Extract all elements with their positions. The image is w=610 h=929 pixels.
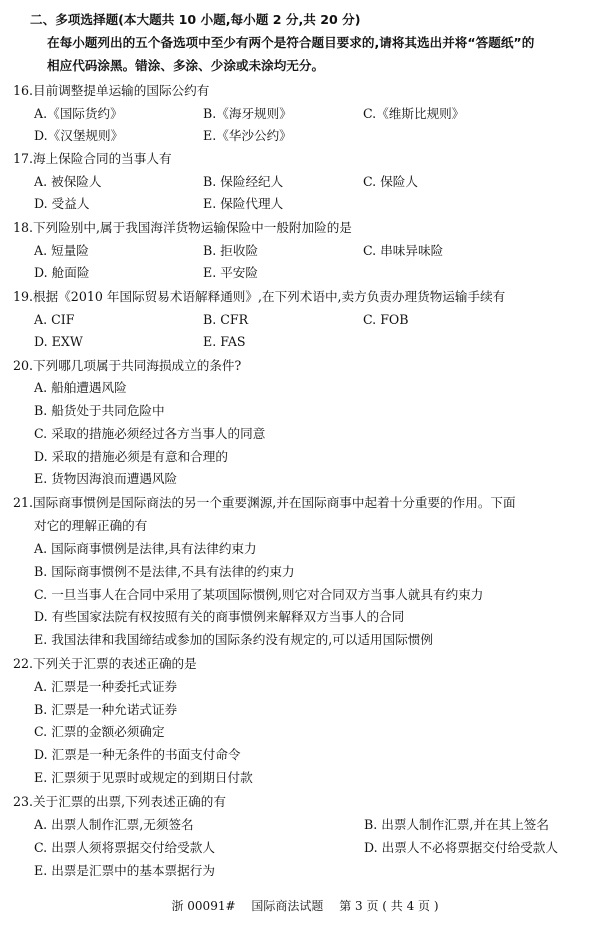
- section-instructions: 相应代码涂黑。错涂、多涂、少涂或未涂均无分。: [47, 58, 325, 73]
- option-row: [0, 172, 610, 192]
- option: A. 汇票是一种委托式证券: [34, 679, 178, 694]
- option-row: [0, 630, 610, 650]
- option: B. 国际商事惯例不是法律,不具有法律的约束力: [34, 564, 295, 579]
- option: E. 汇票须于见票时或规定的到期日付款: [34, 770, 253, 785]
- option-row: [0, 838, 610, 858]
- option-row: [0, 722, 610, 742]
- option-row: [0, 241, 610, 261]
- option-row: [0, 562, 610, 582]
- option: D. 采取的措施必须是有意和合理的: [34, 449, 228, 464]
- option: C. 汇票的金额必须确定: [34, 724, 165, 739]
- option: A.《国际货约》: [34, 106, 123, 121]
- option: C. 出票人须将票据交付给受款人: [34, 840, 215, 855]
- option-row: [0, 378, 610, 398]
- question-stem: 16.目前调整提单运输的国际公约有: [13, 83, 210, 98]
- option: B. 出票人制作汇票,并在其上签名: [364, 817, 549, 832]
- question-stem: 对它的理解正确的有: [34, 518, 148, 533]
- option-row: [0, 469, 610, 489]
- option: D. 汇票是一种无条件的书面支付命令: [34, 747, 241, 762]
- option-row: [0, 447, 610, 467]
- option-row: [0, 607, 610, 627]
- question-stem: 23.关于汇票的出票,下列表述正确的有: [13, 794, 226, 809]
- option: E. 货物因海浪而遭遇风险: [34, 471, 178, 486]
- section-instructions: 在每小题列出的五个备选项中至少有两个是符合题目要求的,请将其选出并将“答题纸”的: [47, 35, 535, 50]
- option: E. FAS: [203, 334, 246, 349]
- option: C. 一旦当事人在合同中采用了某项国际惯例,则它对合同双方当事人就具有约束力: [34, 587, 484, 602]
- option-row: [0, 424, 610, 444]
- option-row: [0, 585, 610, 605]
- question-stem: 22.下列关于汇票的表述正确的是: [13, 656, 197, 671]
- option: D. 受益人: [34, 196, 90, 211]
- option: B. 保险经纪人: [203, 174, 284, 189]
- option: E. 平安险: [203, 265, 258, 280]
- question-stem: 21.国际商事惯例是国际商法的另一个重要渊源,并在国际商事中起着十分重要的作用。下面: [13, 495, 516, 510]
- option-row: [0, 194, 610, 214]
- option-row: [0, 815, 610, 835]
- option: C. FOB: [363, 312, 409, 327]
- option: B. 汇票是一种允诺式证券: [34, 702, 178, 717]
- option: D.《汉堡规则》: [34, 128, 124, 143]
- option: B. 拒收险: [203, 243, 259, 258]
- option-row: [0, 745, 610, 765]
- section-title: 二、多项选择题(本大题共 10 小题,每小题 2 分,共 20 分): [30, 12, 361, 27]
- option: A. 出票人制作汇票,无须签名: [34, 817, 194, 832]
- option: A. 短量险: [34, 243, 89, 258]
- page-footer: [0, 897, 610, 914]
- option: B.《海牙规则》: [203, 106, 292, 121]
- option: E. 我国法律和我国缔结或参加的国际条约没有规定的,可以适用国际惯例: [34, 632, 434, 647]
- option-row: [0, 263, 610, 283]
- option: D. 舱面险: [34, 265, 90, 280]
- option-row: [0, 539, 610, 559]
- option-row: [0, 677, 610, 697]
- option-row: [0, 700, 610, 720]
- option: E.《华沙公约》: [203, 128, 292, 143]
- option: A. 国际商事惯例是法律,具有法律约束力: [34, 541, 257, 556]
- option: C.《维斯比规则》: [363, 106, 465, 121]
- exam-code: 浙 00091#: [171, 899, 236, 913]
- option: B. 船货处于共同危险中: [34, 403, 165, 418]
- option: B. CFR: [203, 312, 249, 327]
- option: C. 保险人: [363, 174, 418, 189]
- question-stem: 19.根据《2010 年国际贸易术语解释通则》,在下列术语中,卖方负责办理货物运输手续有: [13, 289, 506, 304]
- option: C. 串味异味险: [363, 243, 444, 258]
- option-row: [0, 126, 610, 146]
- option-row: [0, 401, 610, 421]
- option: A. 船舶遭遇风险: [34, 380, 127, 395]
- question-stem: 17.海上保险合同的当事人有: [13, 151, 172, 166]
- option-row: [0, 310, 610, 330]
- option-row: [0, 861, 610, 881]
- option: E. 保险代理人: [203, 196, 284, 211]
- option: E. 出票是汇票中的基本票据行为: [34, 863, 215, 878]
- question-stem: 18.下列险别中,属于我国海洋货物运输保险中一般附加险的是: [13, 220, 352, 235]
- option: C. 采取的措施必须经过各方当事人的同意: [34, 426, 266, 441]
- exam-subject: 国际商法试题: [251, 899, 324, 913]
- page-number: 第 3 页 ( 共 4 页 ): [339, 899, 439, 913]
- option-row: [0, 768, 610, 788]
- option-row: [0, 104, 610, 124]
- option: D. 出票人不必将票据交付给受款人: [364, 840, 558, 855]
- option: D. 有些国家法院有权按照有关的商事惯例来解释双方当事人的合同: [34, 609, 405, 624]
- question-stem: 20.下列哪几项属于共同海损成立的条件?: [13, 358, 242, 373]
- option-row: [0, 332, 610, 352]
- option: D. EXW: [34, 334, 83, 349]
- option: A. 被保险人: [34, 174, 102, 189]
- option: A. CIF: [34, 312, 75, 327]
